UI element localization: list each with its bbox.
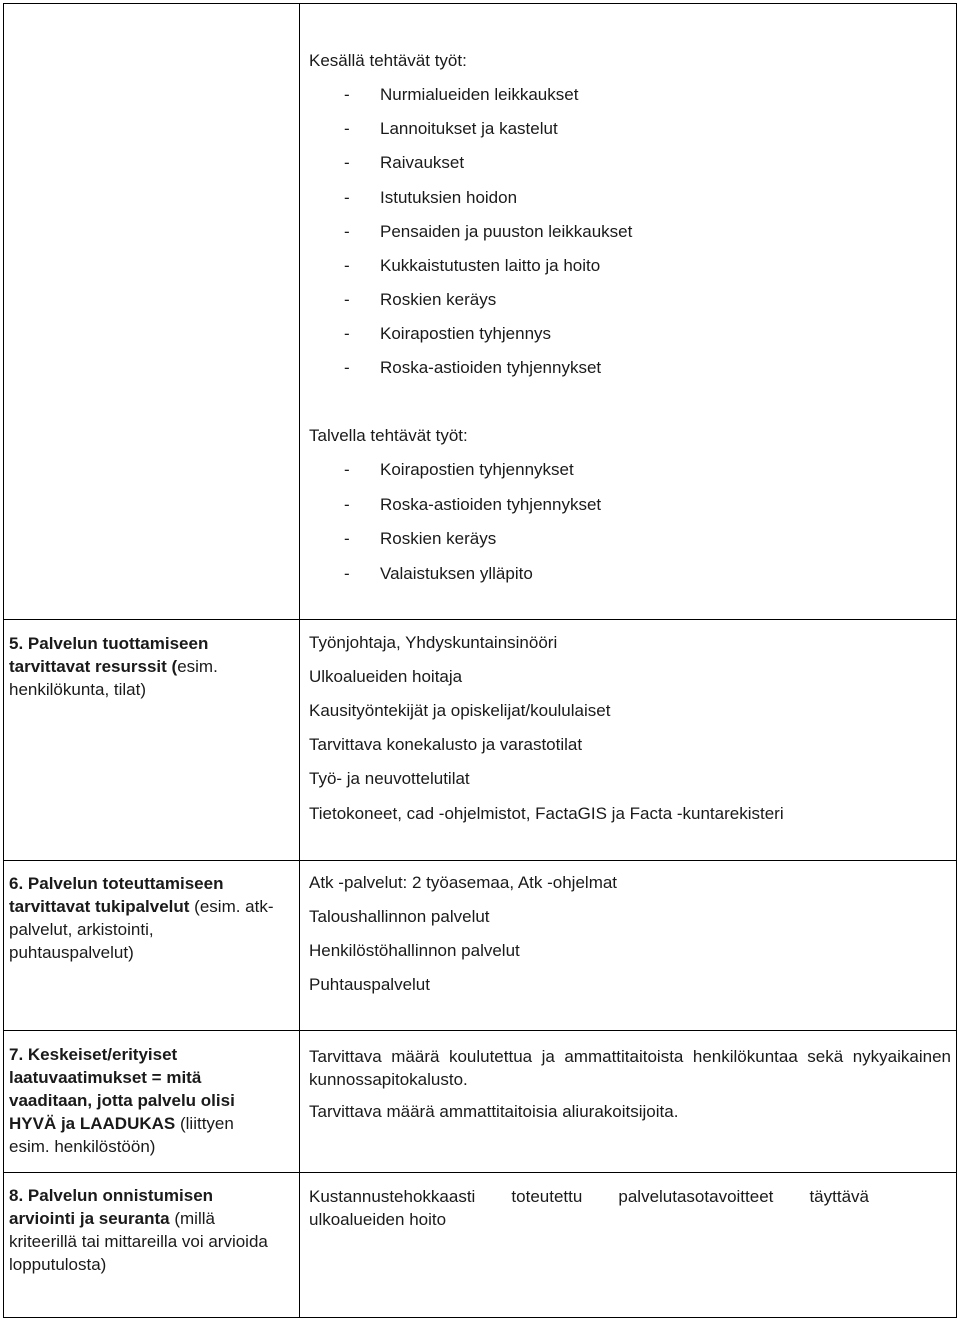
row-line: Kustannustehokkaasti toteutettu palvelutasotavoitteet täyttävä ulkoalueiden hoito <box>309 1187 869 1229</box>
row-label-rest: (millä kriteerillä tai mittareilla voi arvioida lopputulosta) <box>9 1209 268 1274</box>
row-line: Ulkoalueiden hoitaja <box>309 667 463 686</box>
dash: - <box>344 460 350 479</box>
dash: - <box>344 529 350 548</box>
table-border-bottom <box>3 1317 957 1318</box>
list-item-text: Nurmialueiden leikkaukset <box>380 85 579 104</box>
row-label-resources <box>9 632 274 701</box>
list-item-text: Lannoitukset ja kastelut <box>380 119 558 138</box>
row-line: Taloushallinnon palvelut <box>309 907 490 926</box>
table-border-left <box>3 3 4 1318</box>
row-line: Tarvittava konekalusto ja varastotilat <box>309 735 583 754</box>
row-line: Tarvittava määrä koulutettua ja ammattitaitoista henkilökuntaa sekä nykyaikainen kunnossapitokalusto. <box>309 1047 951 1089</box>
row-line: Kausityöntekijät ja opiskelijat/koululaiset <box>309 701 611 720</box>
list-item-text: Roska-astioiden tyhjennykset <box>380 495 602 514</box>
list-item-text: Koirapostien tyhjennykset <box>380 460 574 479</box>
dash: - <box>344 495 350 514</box>
list-item-text: Istutuksien hoidon <box>380 188 518 207</box>
row-label-bold: 6. Palvelun toteuttamiseen tarvittavat tukipalvelut <box>9 874 224 916</box>
column-divider <box>299 3 300 1318</box>
dash: - <box>344 324 350 343</box>
dash: - <box>344 119 350 138</box>
list-item-text: Valaistuksen ylläpito <box>380 564 533 583</box>
list-item-text: Kukkaistutusten laitto ja hoito <box>380 256 601 275</box>
list-item-text: Roska-astioiden tyhjennykset <box>380 358 602 377</box>
dash: - <box>344 564 350 583</box>
dash: - <box>344 256 350 275</box>
list-item-text: Pensaiden ja puuston leikkaukset <box>380 222 633 241</box>
row-label-support-services <box>9 872 274 964</box>
row-line: Tietokoneet, cad -ohjelmistot, FactaGIS ja Facta -kuntarekisteri <box>309 804 784 823</box>
list-item-text: Roskien keräys <box>380 529 497 548</box>
row-divider <box>3 1172 957 1173</box>
row-label-bold: 5. Palvelun tuottamiseen tarvittavat resurssit ( <box>9 634 209 676</box>
row-line: Tarvittava määrä ammattitaitoisia aliurakoitsijoita. <box>309 1102 679 1121</box>
dash: - <box>344 188 350 207</box>
list-item-text: Koirapostien tyhjennys <box>380 324 552 343</box>
row-label-quality-requirements <box>9 1043 274 1158</box>
row-label-rest: (esim. atk-palvelut, arkistointi, puhtauspalvelut) <box>9 897 274 962</box>
table-border-right <box>956 3 957 1318</box>
row-divider <box>3 1030 957 1031</box>
list-item-text: Roskien keräys <box>380 290 497 309</box>
dash: - <box>344 290 350 309</box>
summer-heading: Kesällä tehtävät työt: <box>309 51 467 70</box>
row-line: Atk -palvelut: 2 työasemaa, Atk -ohjelmat <box>309 873 618 892</box>
row-line: Puhtauspalvelut <box>309 975 430 994</box>
winter-heading: Talvella tehtävät työt: <box>309 426 468 445</box>
row-line: Työnjohtaja, Yhdyskuntainsinööri <box>309 633 558 652</box>
dash: - <box>344 358 350 377</box>
table-border-top <box>3 3 957 4</box>
row-divider <box>3 619 957 620</box>
row-label-bold: 7. Keskeiset/erityiset laatuvaatimukset = mitä vaaditaan, jotta palvelu olisi HYVÄ ja LAADUKAS <box>9 1045 235 1133</box>
row-line: Työ- ja neuvottelutilat <box>309 769 470 788</box>
dash: - <box>344 153 350 172</box>
row-label-rest: esim. henkilökunta, tilat) <box>9 657 218 699</box>
list-item-text: Raivaukset <box>380 153 465 172</box>
row-line: Henkilöstöhallinnon palvelut <box>309 941 520 960</box>
dash: - <box>344 222 350 241</box>
dash: - <box>344 85 350 104</box>
row-label-evaluation <box>9 1184 274 1276</box>
row-label-rest: (liittyen esim. henkilöstöön) <box>9 1114 234 1156</box>
row-divider <box>3 860 957 861</box>
row-label-bold: 8. Palvelun onnistumisen arviointi ja seuranta <box>9 1186 214 1228</box>
